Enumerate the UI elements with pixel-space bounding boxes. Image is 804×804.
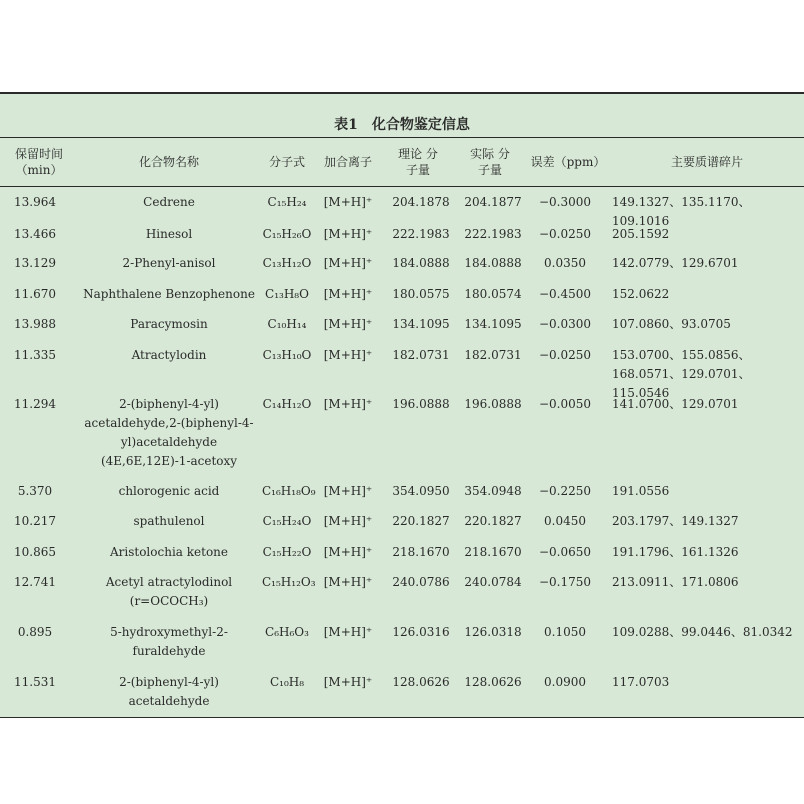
- cell-error-ppm: 0.0900: [544, 675, 586, 689]
- header-fragments: 主要质谱碎片: [670, 155, 743, 169]
- cell-actual-mass: 196.0888: [464, 397, 522, 411]
- cell-compound-name: 2-(biphenyl-4-yl) acetaldehyde: [119, 675, 219, 708]
- cell-actual-mass: 218.1670: [464, 545, 522, 559]
- cell-theoretical-mass: 126.0316: [392, 625, 450, 639]
- cell-adduct-ion: [M+H]⁺: [323, 348, 373, 362]
- cell-theoretical-mass: 180.0575: [392, 287, 450, 301]
- header-actual-mass: 实际 分子量: [470, 147, 510, 177]
- cell-theoretical-mass: 354.0950: [392, 484, 450, 498]
- table-header: [0, 137, 804, 187]
- cell-adduct-ion: [M+H]⁺: [323, 256, 373, 270]
- cell-fragments: 191.0556: [612, 484, 670, 498]
- cell-formula: C₁₀H₁₄: [267, 317, 307, 331]
- cell-retention-time: 10.865: [14, 545, 56, 559]
- cell-adduct-ion: [M+H]⁺: [323, 484, 373, 498]
- cell-actual-mass: 126.0318: [464, 625, 522, 639]
- cell-fragments: 205.1592: [612, 227, 670, 241]
- cell-adduct-ion: [M+H]⁺: [323, 625, 373, 639]
- table-bottom-rule: [0, 717, 804, 718]
- header-adduct-ion: 加合离子: [323, 155, 372, 169]
- header-error: 误差（ppm）: [530, 155, 606, 169]
- header-retention-time: 保留时间（min）: [14, 147, 63, 177]
- cell-adduct-ion: [M+H]⁺: [323, 575, 373, 589]
- cell-formula: C₁₅H₁₂O₃: [262, 575, 316, 589]
- cell-compound-name: 5-hydroxymethyl-2-furaldehyde: [110, 625, 228, 658]
- cell-error-ppm: −0.4500: [538, 287, 592, 301]
- cell-retention-time: 13.129: [14, 256, 56, 270]
- cell-formula: C₁₅H₂₂O: [262, 545, 312, 559]
- cell-error-ppm: −0.3000: [538, 195, 592, 209]
- cell-error-ppm: −0.2250: [538, 484, 592, 498]
- cell-retention-time: 10.217: [14, 514, 56, 528]
- cell-error-ppm: −0.1750: [538, 575, 592, 589]
- cell-fragments: 107.0860、93.0705: [612, 317, 731, 331]
- cell-compound-name: Aristolochia ketone: [109, 545, 228, 559]
- cell-actual-mass: 354.0948: [464, 484, 522, 498]
- cell-compound-name: Paracymosin: [130, 317, 208, 331]
- cell-fragments: 191.1796、161.1326: [612, 545, 739, 559]
- cell-error-ppm: −0.0250: [538, 348, 592, 362]
- cell-theoretical-mass: 222.1983: [392, 227, 450, 241]
- cell-theoretical-mass: 220.1827: [392, 514, 450, 528]
- cell-actual-mass: 134.1095: [464, 317, 522, 331]
- cell-fragments: 142.0779、129.6701: [612, 256, 739, 270]
- cell-retention-time: 13.466: [14, 227, 56, 241]
- cell-actual-mass: 220.1827: [464, 514, 522, 528]
- cell-formula: C₁₃H₈O: [265, 287, 309, 301]
- cell-compound-name: chlorogenic acid: [118, 484, 220, 498]
- cell-theoretical-mass: 218.1670: [392, 545, 450, 559]
- cell-fragments: 149.1327、135.1170、109.1016: [612, 195, 751, 228]
- cell-actual-mass: 222.1983: [464, 227, 522, 241]
- cell-compound-name: spathulenol: [133, 514, 205, 528]
- cell-formula: C₁₆H₁₈O₉: [262, 484, 316, 498]
- cell-fragments: 117.0703: [612, 675, 670, 689]
- cell-formula: C₁₅H₂₄: [267, 195, 307, 209]
- cell-error-ppm: 0.0450: [544, 514, 586, 528]
- header-compound-name: 化合物名称: [138, 155, 199, 169]
- cell-error-ppm: −0.0650: [538, 545, 592, 559]
- cell-fragments: 109.0288、99.0446、81.0342: [612, 625, 793, 639]
- cell-adduct-ion: [M+H]⁺: [323, 397, 373, 411]
- cell-theoretical-mass: 196.0888: [392, 397, 450, 411]
- cell-fragments: 213.0911、171.0806: [612, 575, 739, 589]
- table-panel: [0, 92, 804, 718]
- header-theoretical-mass: 理论 分子量: [398, 147, 438, 177]
- cell-compound-name: Cedrene: [143, 195, 195, 209]
- cell-retention-time: 13.988: [14, 317, 56, 331]
- cell-adduct-ion: [M+H]⁺: [323, 195, 373, 209]
- cell-retention-time: 11.335: [14, 348, 56, 362]
- cell-formula: C₁₅H₂₄O: [262, 514, 312, 528]
- cell-error-ppm: −0.0250: [538, 227, 592, 241]
- cell-retention-time: 12.741: [14, 575, 56, 589]
- cell-fragments: 153.0700、155.0856、168.0571、129.0701、115.0546: [612, 348, 751, 400]
- cell-theoretical-mass: 182.0731: [392, 348, 450, 362]
- cell-formula: C₁₄H₁₂O: [262, 397, 312, 411]
- cell-adduct-ion: [M+H]⁺: [323, 545, 373, 559]
- cell-error-ppm: −0.0300: [538, 317, 592, 331]
- cell-compound-name: Atractylodin: [131, 348, 207, 362]
- cell-fragments: 141.0700、129.0701: [612, 397, 739, 411]
- cell-fragments: 152.0622: [612, 287, 670, 301]
- cell-compound-name: 2-(biphenyl-4-yl) acetaldehyde,2-(biphenyl-4-yl)acetaldehyde (4E,6E,12E)-1-acetoxy: [84, 397, 254, 468]
- cell-actual-mass: 240.0784: [464, 575, 522, 589]
- cell-retention-time: 11.294: [14, 397, 56, 411]
- cell-theoretical-mass: 184.0888: [392, 256, 450, 270]
- cell-fragments: 203.1797、149.1327: [612, 514, 739, 528]
- cell-adduct-ion: [M+H]⁺: [323, 227, 373, 241]
- cell-actual-mass: 184.0888: [464, 256, 522, 270]
- cell-retention-time: 5.370: [17, 484, 53, 498]
- cell-actual-mass: 128.0626: [464, 675, 522, 689]
- cell-compound-name: Acetyl atractylodinol (r=OCOCH₃): [105, 575, 233, 608]
- cell-theoretical-mass: 134.1095: [392, 317, 450, 331]
- cell-adduct-ion: [M+H]⁺: [323, 287, 373, 301]
- cell-adduct-ion: [M+H]⁺: [323, 675, 373, 689]
- cell-error-ppm: −0.0050: [538, 397, 592, 411]
- cell-formula: C₁₅H₂₆O: [262, 227, 312, 241]
- cell-compound-name: 2-Phenyl-anisol: [122, 256, 216, 270]
- cell-theoretical-mass: 204.1878: [392, 195, 450, 209]
- cell-retention-time: 13.964: [14, 195, 56, 209]
- header-formula: 分子式: [268, 155, 305, 169]
- cell-theoretical-mass: 240.0786: [392, 575, 450, 589]
- cell-actual-mass: 204.1877: [464, 195, 522, 209]
- table-caption: 表1 化合物鉴定信息: [334, 117, 470, 133]
- cell-compound-name: Hinesol: [145, 227, 193, 241]
- cell-error-ppm: 0.0350: [544, 256, 586, 270]
- cell-formula: C₁₃H₁₀O: [262, 348, 312, 362]
- cell-adduct-ion: [M+H]⁺: [323, 317, 373, 331]
- cell-error-ppm: 0.1050: [544, 625, 586, 639]
- cell-compound-name: Naphthalene Benzophenone: [83, 287, 255, 301]
- cell-formula: C₁₀H₈: [269, 675, 305, 689]
- cell-retention-time: 11.670: [14, 287, 56, 301]
- cell-formula: C₆H₆O₃: [265, 625, 309, 639]
- cell-retention-time: 11.531: [14, 675, 56, 689]
- cell-actual-mass: 182.0731: [464, 348, 522, 362]
- cell-theoretical-mass: 128.0626: [392, 675, 450, 689]
- cell-actual-mass: 180.0574: [464, 287, 522, 301]
- cell-adduct-ion: [M+H]⁺: [323, 514, 373, 528]
- cell-retention-time: 0.895: [17, 625, 53, 639]
- cell-formula: C₁₃H₁₂O: [262, 256, 312, 270]
